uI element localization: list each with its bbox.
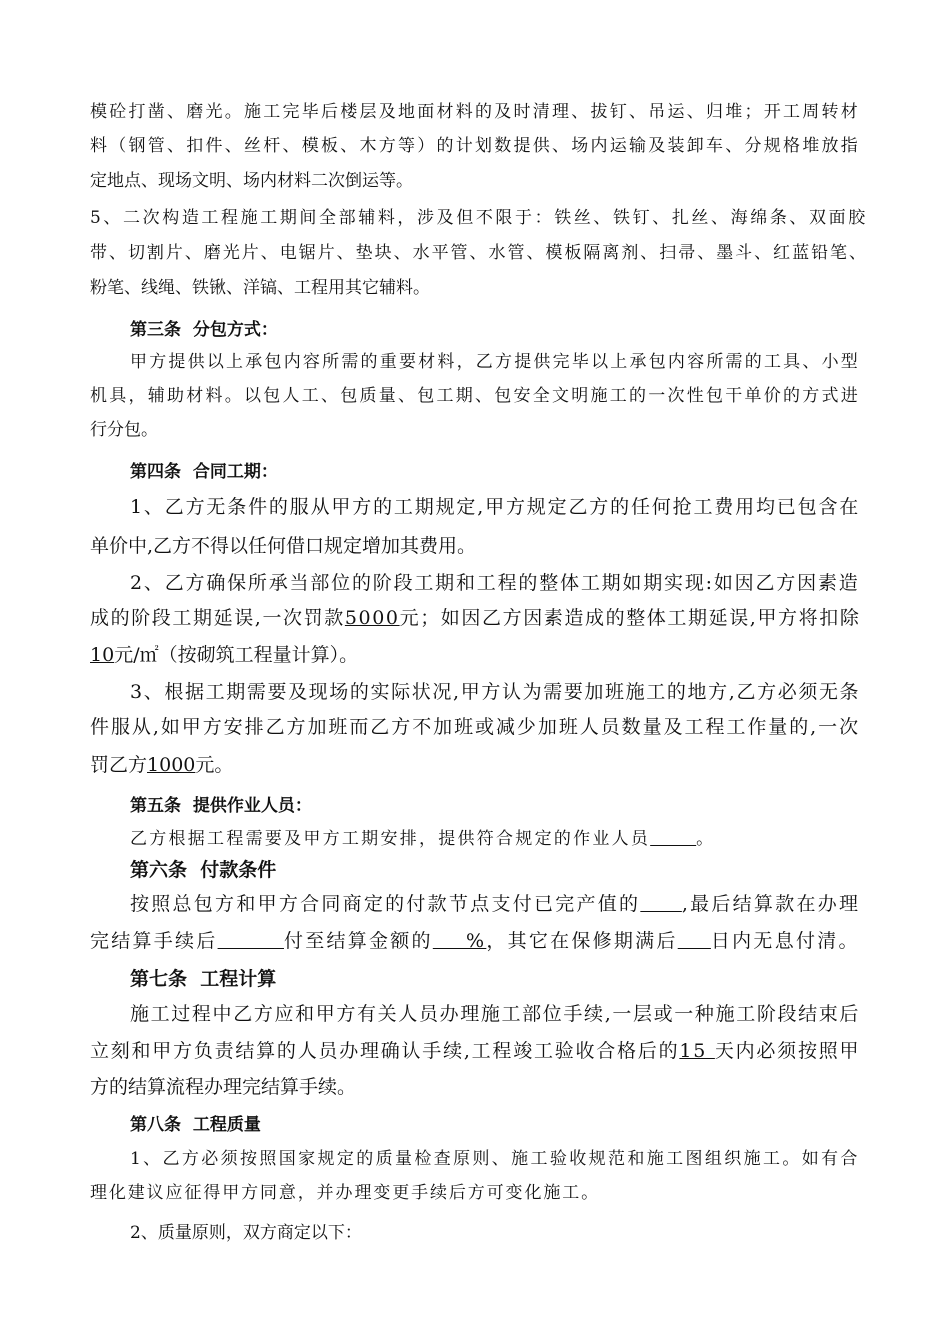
paragraph-line <box>130 680 860 704</box>
paragraph-line <box>130 1147 860 1171</box>
paragraph-line <box>90 1039 860 1063</box>
text-segment: 5、二次构造工程施工期间全部辅料，涉及但不限于：铁丝、铁钉、扎丝、海绵条、双面胶 <box>90 208 868 228</box>
text-segment: 粉笔、线绳、铁锹、洋镐、工程用其它辅料。 <box>90 278 430 298</box>
text-segment: 第八条 工程质量 <box>130 1115 261 1135</box>
article-heading <box>130 967 276 991</box>
text-segment: 第四条 合同工期： <box>130 462 278 482</box>
text-segment: 。 <box>696 829 716 849</box>
underlined-value: 5000 <box>344 607 400 629</box>
text-segment: 天内必须按照甲 <box>714 1040 861 1062</box>
text-segment: 料（钢管、扣件、丝杆、模板、木方等）的计划数提供、场内运输及装卸车、分规格堆放指 <box>90 136 860 156</box>
paragraph-line <box>90 715 860 739</box>
text-segment: 按照总包方和甲方合同商定的付款节点支付已完产值的 <box>130 893 641 915</box>
text-segment: 甲方提供以上承包内容所需的重要材料，乙方提供完毕以上承包内容所需的工具、小型 <box>130 352 861 372</box>
article-heading <box>130 460 278 484</box>
paragraph-line <box>90 534 476 558</box>
text-segment: 成的阶段工期延误,一次罚款 <box>90 607 345 629</box>
text-segment: 1、乙方无条件的服从甲方的工期规定,甲方规定乙方的任何抢工费用均已包含在 <box>130 496 861 518</box>
text-segment: 机具，辅助材料。以包人工、包质量、包工期、包安全文明施工的一次性包干单价的方式进 <box>90 386 860 406</box>
paragraph-line <box>90 276 430 300</box>
underlined-value: 1000 <box>147 754 196 776</box>
paragraph-line <box>90 643 358 667</box>
text-segment: 1、乙方必须按照国家规定的质量检查原则、施工验收规范和施工图组织施工。如有合 <box>130 1149 860 1169</box>
text-segment: 2、质量原则，双方商定以下： <box>130 1223 362 1243</box>
text-segment: 件服从,如甲方安排乙方加班而乙方不加班或减少加班人员数量及工程工作量的,一次 <box>90 716 861 738</box>
text-segment: 第五条 提供作业人员： <box>130 796 312 816</box>
paragraph-line <box>90 384 860 408</box>
paragraph-line <box>130 1002 860 1026</box>
text-segment: 定地点、现场文明、场内材料二次倒运等。 <box>90 171 413 191</box>
article-heading <box>130 1113 261 1137</box>
paragraph-line <box>90 1075 356 1099</box>
text-segment: 元/㎡（按砌筑工程量计算）。 <box>114 644 359 666</box>
paragraph-line <box>90 206 868 230</box>
text-segment: 行分包。 <box>90 420 158 440</box>
underlined-value: 10 <box>90 644 115 666</box>
paragraph-line <box>90 929 860 953</box>
paragraph-line <box>90 1181 600 1205</box>
text-segment: 元；如因乙方因素造成的整体工期延误,甲方将扣除 <box>399 607 861 629</box>
text-segment: 乙方根据工程需要及甲方工期安排，提供符合规定的作业人员 <box>130 829 651 849</box>
text-segment: 元。 <box>195 754 234 776</box>
paragraph-line <box>90 241 868 265</box>
paragraph-line <box>130 571 860 595</box>
text-segment: 付至结算金额的 <box>283 930 433 952</box>
text-segment: 立刻和甲方负责结算的人员办理确认手续,工程竣工验收合格后的 <box>90 1040 680 1062</box>
text-segment: ，其它在保修期满后 <box>486 930 678 952</box>
paragraph-line <box>130 827 715 851</box>
underlined-value <box>650 829 696 849</box>
text-segment: 2、乙方确保所承当部位的阶段工期和工程的整体工期如期实现:如因乙方因素造 <box>130 572 860 594</box>
underlined-value <box>218 930 284 952</box>
paragraph-line <box>130 495 860 519</box>
underlined-value <box>678 930 711 952</box>
article-heading <box>130 794 312 818</box>
paragraph-line <box>90 100 860 124</box>
article-heading <box>130 858 276 882</box>
underlined-value: % <box>432 930 487 952</box>
article-heading <box>130 318 278 342</box>
paragraph-line <box>90 753 233 777</box>
text-segment: 罚乙方 <box>90 754 148 776</box>
text-segment: 理化建议应征得甲方同意，并办理变更手续后方可变化施工。 <box>90 1183 601 1203</box>
underlined-value: 15 <box>679 1040 715 1062</box>
text-segment: 3、根据工期需要及现场的实际状况,甲方认为需要加班施工的地方,乙方必须无条 <box>130 681 861 703</box>
paragraph-line <box>130 1221 362 1245</box>
text-segment: ,最后结算款在办理 <box>681 893 861 915</box>
paragraph-line <box>90 169 413 193</box>
text-segment: 施工过程中乙方应和甲方有关人员办理施工部位手续,一层或一种施工阶段结束后 <box>130 1003 861 1025</box>
paragraph-line <box>90 606 860 630</box>
text-segment: 模砼打凿、磨光。施工完毕后楼层及地面材料的及时清理、拔钉、吊运、归堆；开工周转材 <box>90 102 860 122</box>
paragraph-line <box>90 134 860 158</box>
text-segment: 方的结算流程办理完结算手续。 <box>90 1076 357 1098</box>
paragraph-line <box>130 892 860 916</box>
text-segment: 单价中,乙方不得以任何借口规定增加其费用。 <box>90 535 477 557</box>
text-segment: 第三条 分包方式： <box>130 320 278 340</box>
text-segment: 第七条 工程计算 <box>130 968 277 990</box>
paragraph-line <box>90 418 158 442</box>
text-segment: 带、切割片、磨光片、电锯片、垫块、水平管、水管、模板隔离剂、扫帚、墨斗、红蓝铅笔、 <box>90 243 869 263</box>
text-segment: 日内无息付清。 <box>710 930 860 952</box>
underlined-value <box>640 893 682 915</box>
text-segment: 第六条 付款条件 <box>130 859 277 881</box>
text-segment: 完结算手续后 <box>90 930 218 952</box>
paragraph-line <box>130 350 860 374</box>
